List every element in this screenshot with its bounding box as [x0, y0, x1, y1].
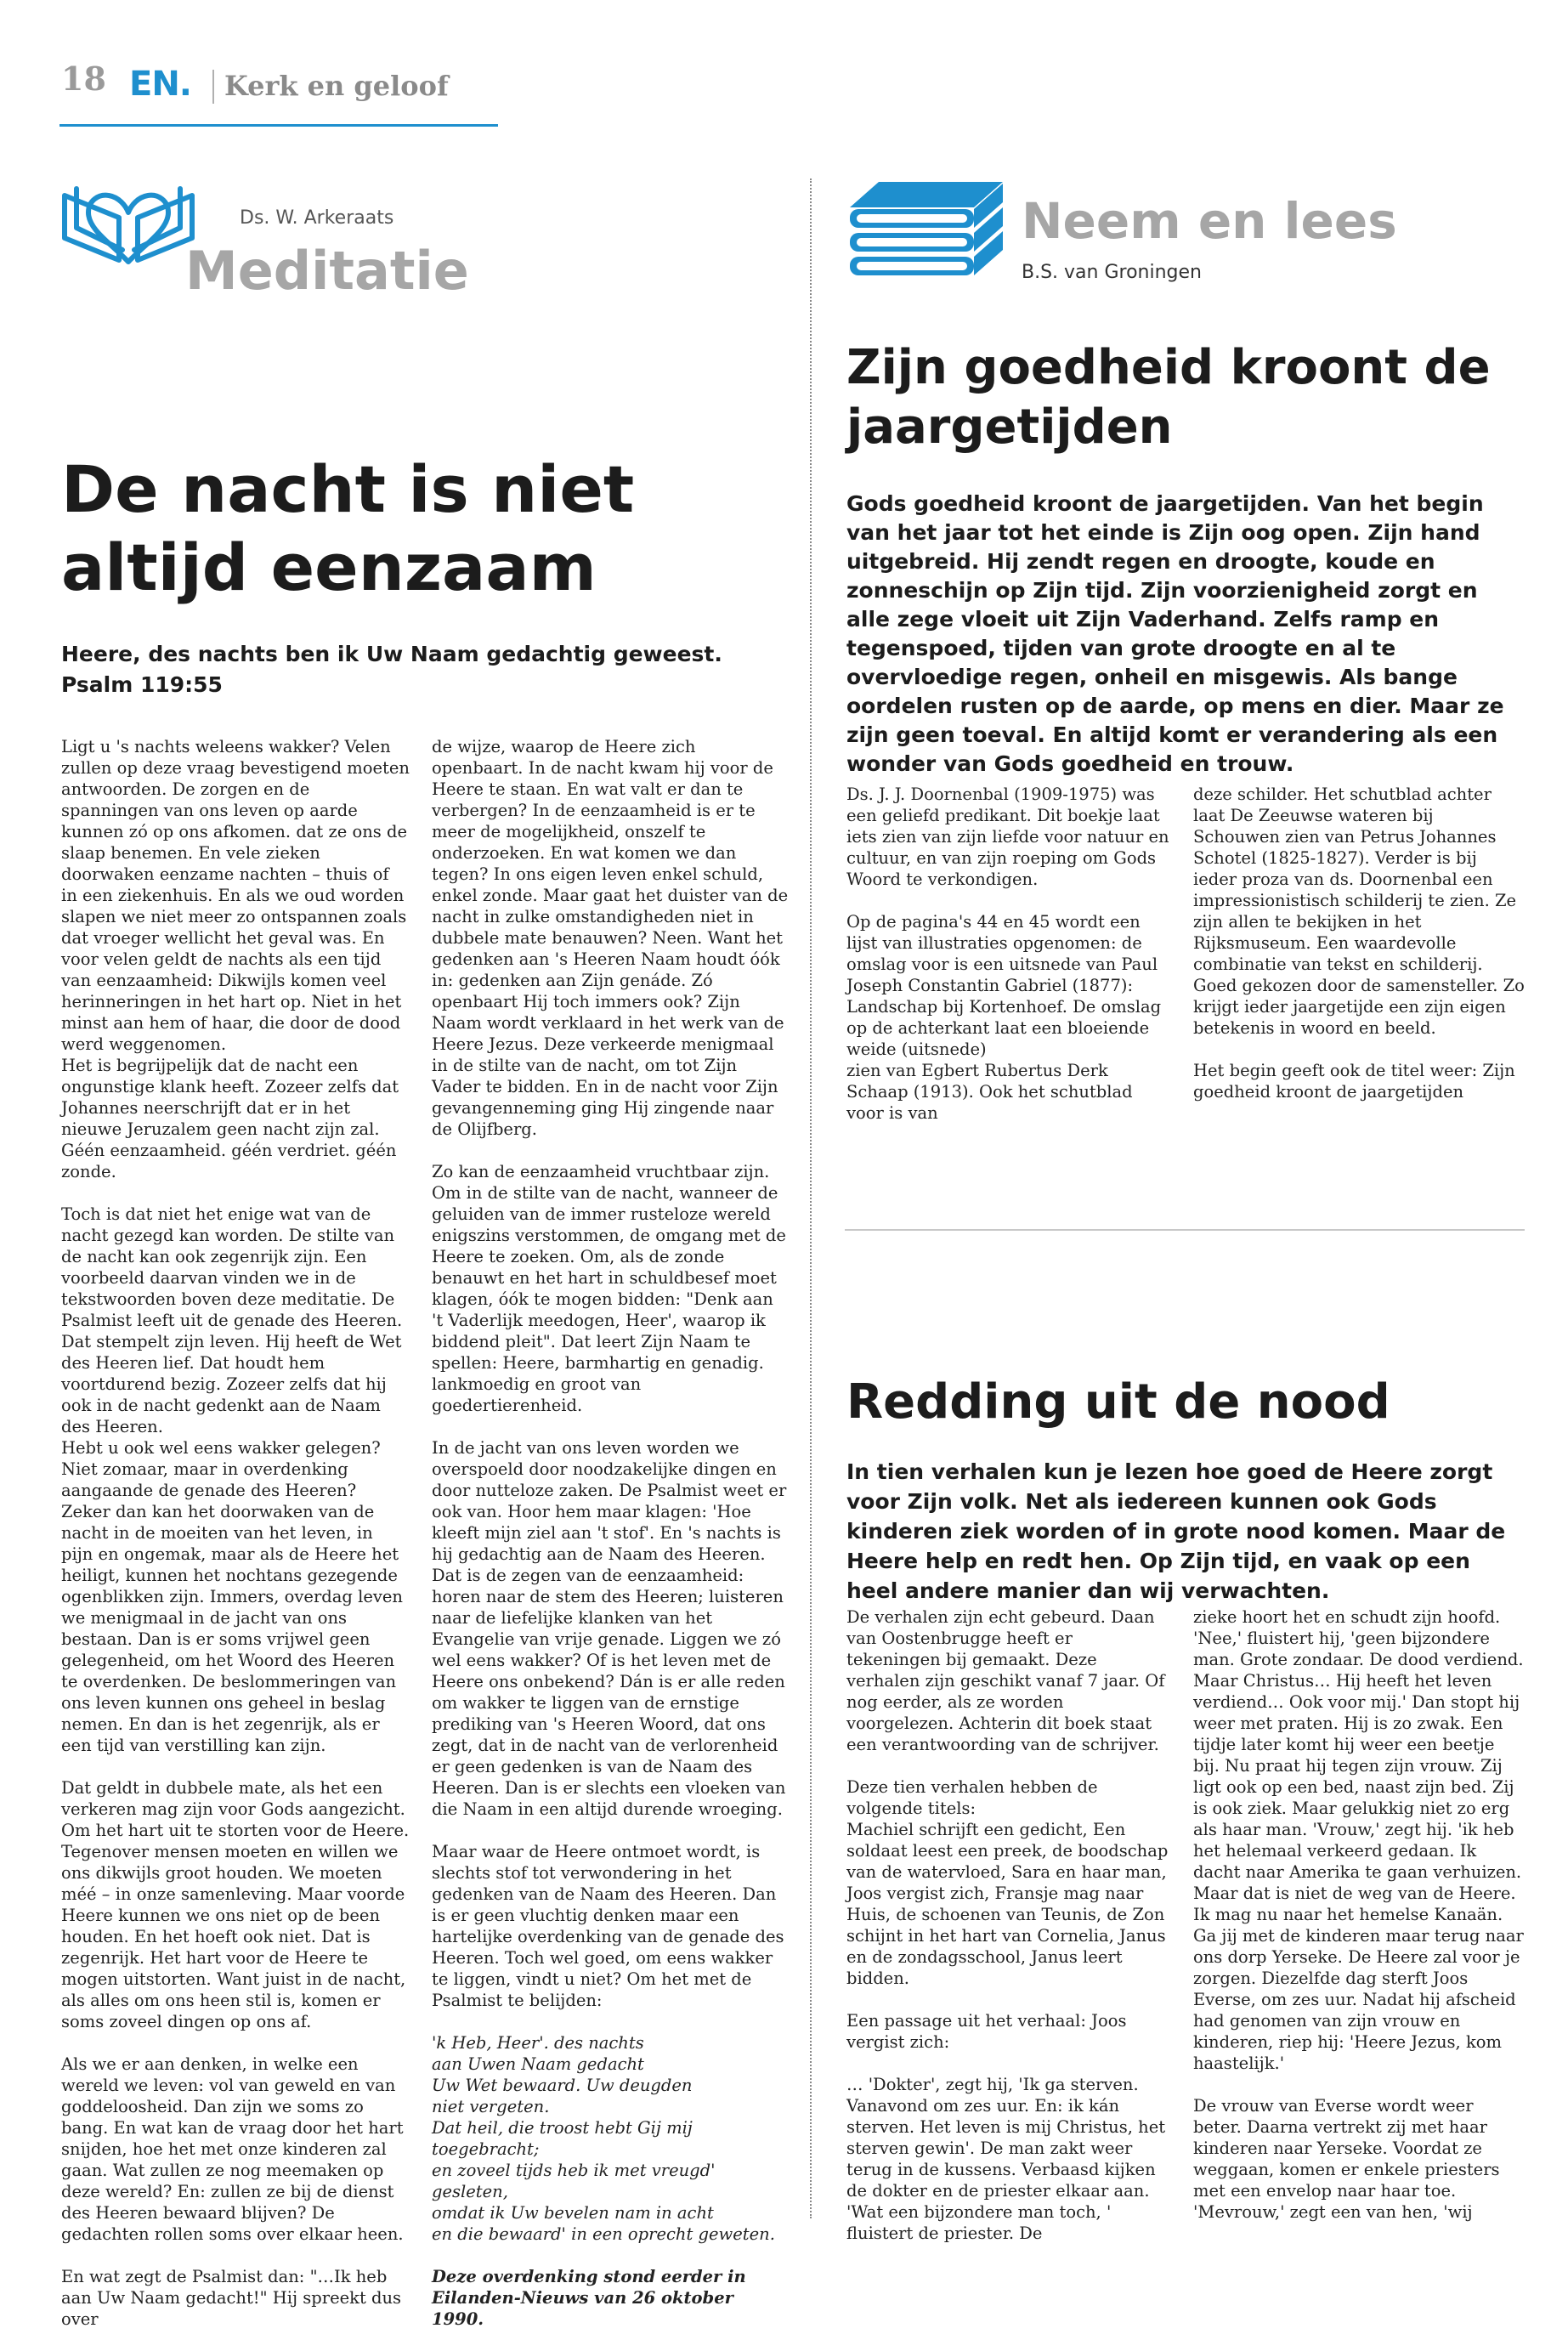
- lead-paragraph: In tien verhalen kun je lezen hoe goed de Heere zorgt voor Zijn volk. Net als iedereen kunnen ook Gods kinderen ziek worden of in grote nood komen. Maar de Heere help en redt hen. Op Zijn tijd, en vaak op een heel andere manier dan wij verwachten.: [846, 1459, 1506, 1603]
- header-separator: [212, 70, 214, 104]
- paragraph: … 'Dokter', zegt hij, 'Ik ga sterven. Vanavond om zes uur. En: ik kán sterven. Het leven is mij Christus, het sterven gewin'. De man zakt weer terug in de kussens. Verbaasd kijken de dokter en de priester elkaar aan. 'Wat een bijzondere man toch, ' fluistert de priester. De: [846, 2075, 1166, 2243]
- lead-paragraph: Gods goedheid kroont de jaargetijden. Van het begin van het jaar tot het einde is Zijn oog open. Zijn hand uitgebreid. Hij zendt regen en droogte, koude en zonneschijn op Zijn tijd. Zijn voorzienigheid zorgt en alle zege vloeit uit Zijn Vaderhand. Zelfs ramp en tegenspoed, tijden van grote droogte en al te overvloedige regen, onheil en misgewis. Als bange oordelen rusten op de aarde, op mens en dier. Maar ze zijn geen toeval. En altijd komt er verandering als een wonder van Gods goedheid en trouw.: [846, 491, 1504, 776]
- paragraph: Een passage uit het verhaal: Joos vergist zich:: [846, 2011, 1127, 2052]
- body-column-1: [61, 736, 410, 2351]
- header-rule: [59, 124, 498, 127]
- lead-text: Heere, des nachts ben ik Uw Naam gedachtig geweest.: [61, 642, 722, 666]
- paragraph: De vrouw van Everse wordt weer beter. Daarna vertrekt zij met haar kinderen naar Yerseke. Voordat ze weggaan, komen er enkele priesters met een envelop naar haar toe. 'Mevrouw,' zegt een van hen, 'wij: [1193, 2096, 1500, 2222]
- lead-quote: [61, 639, 767, 700]
- article-title: De nacht is niet altijd eenzaam: [61, 451, 635, 605]
- paragraph: Het begin geeft ook de titel weer: Zijn goedheid kroont de jaargetijden: [1193, 1061, 1515, 1102]
- paragraph: In de jacht van ons leven worden we overspoeld door noodzakelijke dingen en door nutteloze zaken. De Psalmist weet er ook van. Hoor hem maar klagen: 'Hoe kleeft mijn ziel aan 't stof'. En 's nachts is hij gedachtig aan de Naam des Heeren. Dat is de zegen van de eenzaamheid: horen naar de stem des Heeren; luisteren naar de liefelijke klanken van het Evangelie van vrije genade. Liggen we zó wel eens wakker? Of is het leven met de Heere ons onbekend? Dán is er alle reden om wakker te liggen van de ernstige prediking van 's Heeren Woord, dat ons zegt, dat in de nacht van de verlorenheid er geen gedenken is van de Naam des Heeren. Dan is er slechts een vloeken van die Naam in een altijd durende wroeging.: [432, 1438, 787, 1819]
- body-column-4: [1193, 784, 1525, 1124]
- paragraph: Zo kan de eenzaamheid vruchtbaar zijn. Om in de stilte van de nacht, wanneer de geluiden van de immer rusteloze wereld enigszins verstommen, de omgang met de Heere te zoeken. Om, als de zonde benauwt en het hart in schuldbesef moet klagen, óók te mogen bidden: "Denk aan 't Vaderlijk meedogen, Heer', waarop ik biddend pleit". Dat leert Zijn Naam te spellen: Heere, barmhartig en genadig. lankmoedig en groot van goedertierenheid.: [432, 1162, 786, 1415]
- books-stack-icon: [845, 178, 1008, 291]
- lead-reference: Psalm 119:55: [61, 672, 223, 697]
- body-column-3: [846, 784, 1169, 1145]
- open-book-heart-icon: [59, 178, 197, 272]
- article-title: Zijn goedheid kroont de jaargetijden: [846, 340, 1491, 455]
- paragraph: Toch is dat niet het enige wat van de nacht gezegd kan worden. De stilte van de nacht kan ook zegenrijk zijn. Een voorbeeld daarvan vinden we in de tekstwoorden boven deze meditatie. De Psalmist leeft uit de genade des Heeren. Dat stempelt zijn leven. Hij heeft de Wet des Heeren lief. Dat houdt hem voortdurend bezig. Zozeer zelfs dat hij ook in de nacht gedenkt aan de Naam des Heeren. Hebt u ook wel eens wakker gelegen? Niet zomaar, maar in overdenking aangaande de genade des Heeren? Zeker dan kan het doorwaken van de nacht in de moeiten van het leven, in pijn en ongemak, maar als de Heere het heiligt, kunnen het nochtans gezegende ogenblikken zijn. Immers, overdag leven we menigmaal in de jacht van ons bestaan. Dan is er soms vrijwel geen gelegenheid, om het Woord des Heeren te overdenken. De beslommeringen van ons leven kunnen ons geheel in beslag nemen. En dan is het zegenrijk, als er een tijd van verstilling kan zijn.: [61, 1204, 403, 1755]
- author-name: B.S. van Groningen: [1022, 262, 1202, 283]
- paragraph: Ligt u 's nachts weleens wakker? Velen zullen op deze vraag bevestigend moeten antwoorden. De zorgen en de spanningen van ons leven op aarde kunnen zó op ons afkomen. dat ze ons de slaap benemen. En vele zieken doorwaken eenzame nachten – thuis of in een ziekenhuis. En als we oud worden slapen we niet meer zo ontspannen zoals dat vroeger wellicht het geval was. En voor velen geldt de nachts als een tijd van eenzaamheid: Dikwijls komen veel herinneringen in het hart op. Niet in het minst aan hem of haar, die door de dood werd weggenomen. Het is begrijpelijk dat de nacht een ongunstige klank heeft. Zozeer zelfs dat Johannes neerschrijft dat er in het nieuwe Jeruzalem geen nacht zijn zal. Géén eenzaamheid. géén verdriet. géén zonde.: [61, 737, 410, 1181]
- publication-logo: EN.: [129, 65, 191, 104]
- psalm-verse: 'k Heb, Heer'. des nachts aan Uwen Naam gedacht Uw Wet bewaard. Uw deugden niet vergeten. Dat heil, die troost hebt Gij mij toegebracht; en zoveel tijds heb ik met vreugd' gesleten, omdat ik Uw bevelen nam in acht en die bewaard' in een oprecht geweten.: [432, 2033, 775, 2244]
- paragraph: En wat zegt de Psalmist dan: "…Ik heb aan Uw Naam gedacht!" Hij spreekt dus over: [61, 2267, 402, 2329]
- paragraph: de wijze, waarop de Heere zich openbaart. In de nacht kwam hij voor de Heere te staan. En wat valt er dan te verbergen? In de eenzaamheid is er te meer de mogelijkheid, onszelf te onderzoeken. En wat komen we dan tegen? In ons eigen leven enkel schuld, enkel zonde. Maar gaat het duister van de nacht in zulke omstandigheden niet in dubbele mate benauwen? Neen. Want het gedenken aan 's Heeren Naam houdt óók in: gedenken aan Zijn genáde. Zó openbaart Hij toch immers ook? Zijn Naam wordt verklaard in het werk van de Heere Jezus. Deze verkeerde menigmaal in de stilte van de nacht, om tot Zijn Vader te bidden. En in de nacht voor Zijn gevangenneming ging Hij zingende naar de Olijfberg.: [432, 737, 789, 1139]
- page-number: 18: [61, 59, 106, 98]
- source-note: Deze overdenking stond eerder in Eilanden-Nieuws van 26 oktober 1990.: [432, 2267, 746, 2329]
- body-column-6: [1193, 1606, 1525, 2244]
- paragraph: Dat geldt in dubbele mate, als het een verkeren mag zijn voor Gods aangezicht. Om het hart uit te storten voor de Heere. Tegenover mensen moeten en willen we ons dikwijls groot houden. We moeten méé – in onze samenleving. Maar voorde Heere kunnen we ons niet op de been houden. En het hoeft ook niet. Dat is zegenrijk. Het hart voor de Heere te mogen uitstorten. Want juist in de nacht, als alles om ons heen stil is, komen er soms zoveel dingen op ons af.: [61, 1778, 410, 2031]
- section-title-neem-en-lees: Neem en lees: [1022, 192, 1397, 250]
- paragraph: Op de pagina's 44 en 45 wordt een lijst van illustraties opgenomen: de omslag voor is een uitsnede van Paul Joseph Constantin Gabriel (1877): Landschap bij Kortenhoef. De omslag op de achterkant laat een bloeiende weide (uitsnede) zien van Egbert Rubertus Derk Schaap (1913). Ook het schutblad voor is van: [846, 912, 1162, 1123]
- body-column-2: [432, 736, 789, 2351]
- paragraph: De verhalen zijn echt gebeurd. Daan van Oostenbrugge heeft er tekeningen bij gemaakt. Deze verhalen zijn geschikt vanaf 7 jaar. Of nog eerder, als ze worden voorgelezen. Achterin dit boek staat een verantwoording van de schrijver.: [846, 1607, 1165, 1754]
- article-divider: [845, 1229, 1525, 1231]
- article-title: Redding uit de nood: [846, 1374, 1390, 1430]
- paragraph: Als we er aan denken, in welke een wereld we leven: vol van geweld en van goddeloosheid. Dan zijn we soms zo bang. En wat kan de vraag door het hart snijden, hoe het met onze kinderen zal gaan. Wat zullen ze nog meemaken op deze wereld? En: zullen ze bij de dienst des Heeren bewaard blijven? De gedachten rollen soms over elkaar heen.: [61, 2054, 404, 2244]
- paragraph: Maar waar de Heere ontmoet wordt, is slechts stof tot verwondering in het gedenken van de Naam des Heeren. Dan is er geen vluchtig denken maar een hartelijke overdenking van de genade des Heeren. Toch wel goed, om eens wakker te liggen, vindt u niet? Om het met de Psalmist te belijden:: [432, 1842, 784, 2010]
- author-name: Ds. W. Arkeraats: [240, 207, 394, 229]
- paragraph: Ds. J. J. Doornenbal (1909-1975) was een geliefd predikant. Dit boekje laat iets zien van zijn liefde voor natuur en cultuur, en van zijn roeping om Gods Woord te verkondigen.: [846, 785, 1169, 889]
- column-divider: [810, 178, 812, 2218]
- section-name: Kerk en geloof: [224, 70, 449, 102]
- body-column-5: [846, 1606, 1169, 2265]
- paragraph: deze schilder. Het schutblad achter laat De Zeeuwse wateren bij Schouwen zien van Petrus Johannes Schotel (1825-1827). Verder is bij ieder proza van ds. Doornenbal een impressionistisch schilderij te zien. Ze zijn allen te bekijken in het Rijksmuseum. Een waardevolle combinatie van tekst en schilderij. Goed gekozen door de samensteller. Zo krijgt ieder jaargetijde een zijn eigen betekenis in woord en beeld.: [1193, 785, 1525, 1038]
- paragraph: zieke hoort het en schudt zijn hoofd. 'Nee,' fluistert hij, 'geen bijzondere man. Grote zondaar. De dood verdiend. Maar Christus… Hij heeft het leven verdiend… Ook voor mij.' Dan stopt hij weer met praten. Hij is zo zwak. Een tijdje later komt hij weer een beetje bij. Nu praat hij tegen zijn vrouw. Zij ligt ook op een bed, naast zijn bed. Zij is ook ziek. Maar gelukkig niet zo erg als haar man. 'Vrouw,' zegt hij. 'ik heb het helemaal verkeerd gedaan. Ik dacht naar Amerika te gaan verhuizen. Maar dat is niet de weg van de Heere. Ik mag nu naar het hemelse Kanaän. Ga jij met de kinderen maar terug naar ons dorp Yerseke. De Heere zal voor je zorgen. Diezelfde dag sterft Joos Everse, om zes uur. Nadat hij afscheid had genomen van zijn vrouw en kinderen, riep hij: 'Heere Jezus, kom haastelijk.': [1193, 1607, 1524, 2073]
- section-title-meditatie: Meditatie: [185, 240, 469, 302]
- paragraph: Deze tien verhalen hebben de volgende titels: Machiel schrijft een gedicht, Een soldaat leest een preek, de boodschap van de watervloed, Sara en haar man, Joos vergist zich, Fransje mag naar Huis, de schoenen van Teunis, de Zon schijnt in het hart van Cornelia, Janus en de zondagsschool, Janus leert bidden.: [846, 1777, 1169, 1988]
